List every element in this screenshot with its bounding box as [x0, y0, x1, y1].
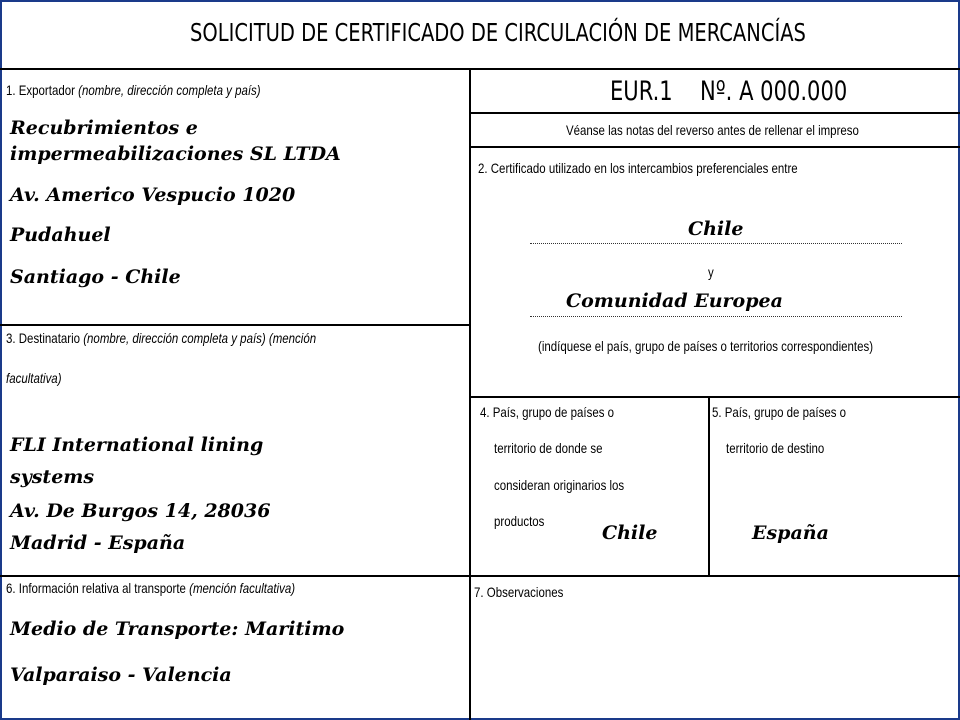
- box2-divider: [469, 396, 960, 398]
- box4-5-divider: [708, 396, 710, 576]
- box2-dotted-line-1: [530, 243, 902, 244]
- eur-title: EUR.1: [610, 76, 673, 107]
- consignee-line-1: FLI International lining: [10, 434, 264, 456]
- box2-country-1: Chile: [688, 218, 744, 240]
- box2-conjunction: y: [708, 264, 714, 280]
- notes-divider: [469, 146, 960, 148]
- box1-divider: [0, 324, 470, 326]
- exporter-line-5: Santiago - Chile: [10, 266, 181, 288]
- transport-line-2: Valparaiso - Valencia: [10, 664, 232, 686]
- exporter-line-1: Recubrimientos e: [10, 117, 198, 139]
- box4-label-line-1: 4. País, grupo de países o: [480, 404, 615, 420]
- box4-label-line-4: productos: [494, 513, 545, 529]
- transport-line-1: Medio de Transporte: Maritimo: [10, 618, 345, 640]
- box4-label-line-2: territorio de donde se: [494, 440, 603, 456]
- box3-label-note: facultativa): [6, 370, 62, 386]
- consignee-line-2: systems: [10, 466, 95, 488]
- box5-value: España: [752, 522, 829, 544]
- header-divider: [0, 68, 960, 70]
- center-divider: [469, 68, 471, 720]
- box5-label-line-2: territorio de destino: [726, 440, 825, 456]
- box2-hint: (indíquese el país, grupo de países o territorios correspondientes): [538, 338, 874, 354]
- box1-label: 1. Exportador (nombre, dirección completa y país): [6, 82, 261, 98]
- box7-label: 7. Observaciones: [474, 584, 564, 600]
- exporter-line-3: Av. Americo Vespucio 1020: [10, 184, 296, 206]
- box2-dotted-line-2: [530, 316, 902, 317]
- box6-label: 6. Información relativa al transporte (mención facultativa): [6, 580, 296, 596]
- box2-label: 2. Certificado utilizado en los intercambios preferenciales entre: [478, 160, 798, 176]
- exporter-line-4: Pudahuel: [10, 224, 111, 246]
- notes-banner: Véanse las notas del reverso antes de rellenar el impreso: [566, 122, 859, 138]
- box2-country-2: Comunidad Europea: [566, 290, 783, 312]
- consignee-line-4: Madrid - España: [10, 532, 186, 554]
- eur-number: Nº. A 000.000: [700, 76, 848, 107]
- exporter-line-2: impermeabilizaciones SL LTDA: [10, 143, 341, 165]
- box5-label-line-1: 5. País, grupo de países o: [712, 404, 847, 420]
- box4-value: Chile: [602, 522, 658, 544]
- eur-divider: [469, 112, 960, 114]
- box3-label: 3. Destinatario (nombre, dirección completa y país) (mención: [6, 330, 317, 346]
- page-title: SOLICITUD DE CERTIFICADO DE CIRCULACIÓN DE MERCANCÍAS: [190, 18, 806, 47]
- box3-divider: [0, 575, 960, 577]
- box4-label-line-3: consideran originarios los: [494, 477, 625, 493]
- consignee-line-3: Av. De Burgos 14, 28036: [10, 500, 271, 522]
